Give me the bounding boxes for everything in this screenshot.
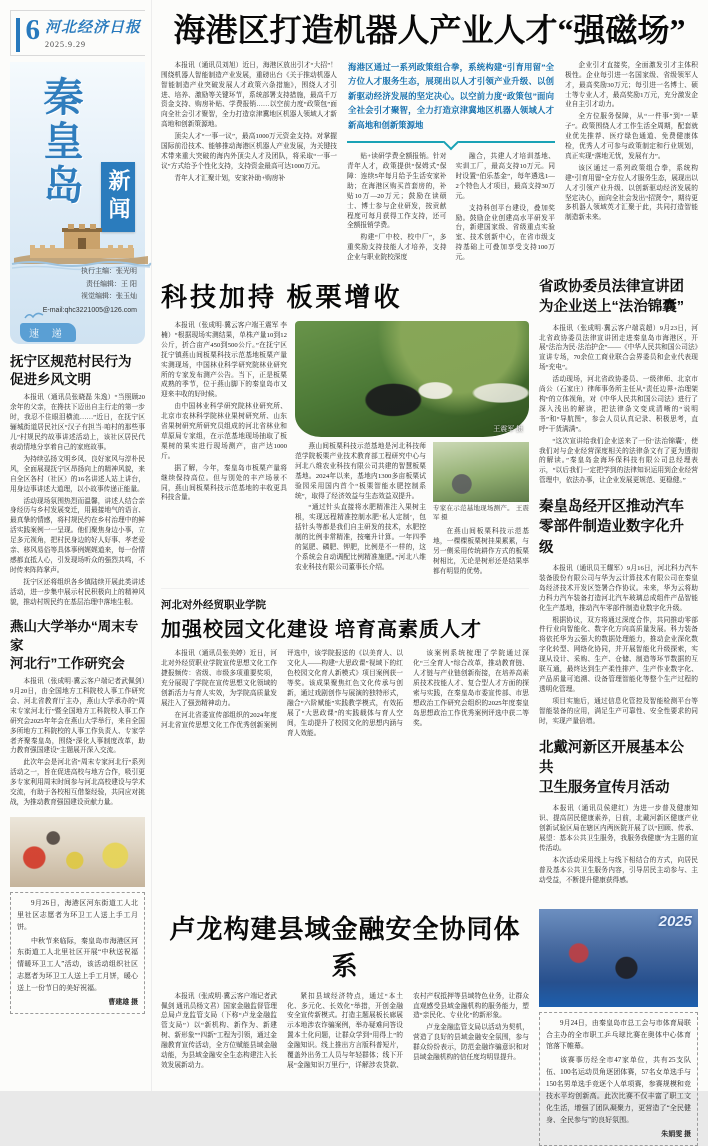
article-paragraph: 本次活动采用线上与线下相结合的方式，向居民普及基本公共卫生服务内容，引导居民主动参与、主动受益，不断提升健康获得感。 (539, 856, 698, 884)
article-paragraph: 贴+读研学费全额报销。针对青年人才，政策提供“保姆式”保障：连续5年每月给予生活安家补助；在海港区购买首套房的，补贴10万—20万元；鼓励在读硕士、博士参与企业研发，按贡献程度可每月获得工作支持，还可全额报销学费。 (347, 153, 447, 230)
photo-caption: 专家在示范基地现场测产。 王震军 摄 (433, 505, 529, 522)
article-paragraph: 本报讯（通讯员侯建红）为进一步普及健康知识、提高居民健康素养，日前，北戴河新区健康产业创新试验区局在辖区内两医院开展了以“回顾、传承、展望：基本公共卫生服务，我服务我健康”为主题的宣传活动。 (539, 805, 698, 853)
article-paragraph: 企业引才直接奖，全面激发引才主体积极性。企业每引进一名国家级、省级领军人才，最高奖励30万元；每引进一名博士、硕士等专业人才，最高奖励1万元，充分激发企业自主引才动力。 (565, 61, 698, 109)
page-number: 6 (25, 14, 40, 46)
region-title: 秦皇岛 (38, 76, 83, 208)
paper-name: 河北经济日报 (44, 20, 141, 36)
article-beidaihe (539, 738, 698, 886)
article-paragraph: 本报讯（张成明·冀云客户端记者武佩剑）9月20日，由全国地方工科院校人事工作研究会、河北省教育厅主办，燕山大学承办的“周末专家河北行”暨全国地方工科院校人事工作研究会2025年年会在燕山大学举行，来自全国多所地方工科院校的人事工作负责人、专家学者齐聚秦皇岛，围绕“深化人事制度改革，助力教育强国建设”主题展开深入交流。 (10, 678, 145, 755)
article-paragraph: 本报讯（通讯员张晓磊 朱逸）“当照顾20余年的父亲，在搀扶下迈出自主行走的第一步时，我忍不住眼泪横流……”近日，在抚宁区骊城街道居民社区“汉子有担当·咱村的那些事儿”村规民约故事讲述活动上，该社区居民代表动情地分享着自己的家庭故事。 (10, 394, 145, 451)
photo-credit: 王震军 摄 (493, 425, 523, 434)
article-zhengxie (539, 277, 698, 486)
issue-date: 2025.9.29 (44, 40, 86, 49)
keji-column-1 (161, 321, 287, 578)
article-paragraph: 本报讯（张成明·冀云客户端记者武佩剑 通讯员杨文君）国家金融监督管理总局卢龙监管支局（下称“卢龙金融监管支局”）以“新机构、新作为、新建树、新形象”“四新”工程为引领，通过金融教育宣传活动，全方位赋能县域金融动能，为县域金融安全生态构建注入长效发展新动力。 (161, 992, 277, 1069)
article-headline: 卢龙构建县域金融安全协同体系 (169, 914, 521, 981)
article-paragraph: 全方位服务保障，从“一件事”到“一辈子”。政策围绕人才工作生活全周期，配套就业优先推荐、医疗绿色通道、免费健康体检，优秀人才可参与政策制定和行业规划，真正实现“落地无忧，发展有力”。 (565, 113, 698, 160)
article-paragraph: 构建“厂中校、校中厂”，多重奖励支持技能人才培养，支持企业与职业院校深度 (347, 234, 447, 262)
article-headline: 秦皇岛经开区推动汽车 零部件制造业数字化升级 (539, 499, 684, 556)
article-paragraph: 支持科创平台建设，叠加奖励。鼓励企业创建高水平研发平台，新建国家级、省级重点实验室、技术创新中心，在省市级支持基础上可叠加享受支持100万元。 (455, 204, 555, 262)
left-column (0, 0, 151, 1091)
masthead-bars (16, 18, 20, 52)
article-paragraph: 由中国林业科学研究院林业研究所、北京市农林科学院林业果树研究所、山东省果树研究所研究员组成的河北省林业和草原局专家组，在示范基地现场抽取了板栗树的果实进行现场测产，亩产达1000斤。 (161, 403, 287, 460)
news-badge: 新闻 (101, 162, 135, 232)
article-paragraph: 顶尖人才“一事一议”，最高1000万元资金支持。对掌握国际前沿技术、能够推动海港区机器人产业发展，为关键技术带来重大突破的海内外顶尖人才及团队，将采取“一事一议”方式给予个性化支持，支持资金最高可达1000万元。 (161, 133, 337, 170)
keji-column-3 (433, 442, 529, 578)
article-yanshan (10, 618, 145, 809)
article-paragraph: 本报讯（通讯员张美婷）近日，河北对外经贸职业学院宣传思想文化工作捷报频传：省级、市级多项重要奖项，充分展现了学院在宣传思想文化领域的创新活力与育人实效，为学院高质量发展注入了强劲精神动力。 (161, 650, 277, 707)
article-paragraph: 卢龙金融监管支局以活动为契机，营造了良好的县域金融安全氛围，参与群众纷纷表示，防范金融诈骗意识和对县域金融机构的信任度均明显提升。 (413, 1024, 529, 1062)
article-lulong (161, 909, 529, 1146)
article-paragraph: 该案例系统梳理了学院通过深化“三全育人”综合改革，推动教育链、人才链与产业链创新衔接，在培养高素质技术技能人才、复合型人才方面的探索与实践，在秦皇岛市委宣传部、市思想政治工作研究会组织的2025年度秦皇岛思想政治工作优秀案例评选中获二等奖。 (413, 650, 529, 727)
article-paragraph: 本报讯（张成明·冀云客户端袁超）9月23日，河北省政协委员法律宣讲团走进秦皇岛市海港区，开展“法治为民·法治护企”——《中华人民共和国公司法》宣讲专场，70余位工商业联合会界委员和企业代表现场“充电”。 (539, 324, 698, 372)
article-paragraph: 在河北省委宣传部组织的2024年度河北省宣传思想文化工作优秀创新案例评选中，该学院报送的《以美育人、以文化人——构建“大思政课”视域下的红色校园文化育人新模式》项目案例获一等奖。该成果聚焦红色文化传承与创新，通过戏剧创作与展演的独特形式，融合“六阶赋能”实践教学模式，有效拓展了“大思政课”的实践载体与育人空间，生动提升了校园文化的思想内涵与育人效能。 (161, 650, 403, 737)
keji-right-region (295, 321, 529, 578)
editor-credits (81, 266, 137, 304)
article-paragraph: 紧扣县域经济特点，通过“本土化、多元化、长效化”举措，开创金融安全宣传新模式。打造主题展板长廊展示本地涉农诈骗案例，举办疑难问答设置本土化问题，让群众学到“用得上”的金融知识。线上推出方言版科普短片，覆盖外出务工人员与年轻群体；线下开展“金融知识万里行”，详解涉农贷款、农村产权抵押等县域特色业务，让群众直观感受县域金融机构的服务能力，塑造“亲民化、专业化”的新形象。 (287, 992, 529, 1069)
editor-line: 视觉编辑：张玉灿 (81, 293, 137, 301)
article-paragraph: 在燕山间板栗科技示范基地，一棵棵板栗树挂果累累，与另一侧采用传统耕作方式的板栗树相比，无论是树形还是结果率都有明显的优势。 (433, 527, 529, 575)
article-paragraph: 根据协议，双方将通过深度合作，共同推动零部件行业向智能化、数字化方向高质量发展。科力装备将依托华为云强大的数据处理能力，推动企业深化数字化转型、网络化协同，并开展智能化升级探索，实现从设计、采购、生产、仓储、制造等环节数据的互联互通，最终达到生产柔性排产、生产作业数字化、产品质量可追溯、设备管理智能化等整个生产过程的透明化管理。 (539, 616, 698, 693)
field-measuring-photo (433, 442, 529, 502)
photo-credit: 曹建雄 摄 (108, 998, 138, 1007)
main-column (151, 0, 708, 1138)
article-keji (161, 277, 529, 578)
article-paragraph: 本报讯（通讯员王耀军）9月16日，河北科力汽车装备股份有限公司与华为云计算技术有限公司在秦皇岛经济技术开发区签署合作协议。未来，华为云将助力科力汽车装备打造河北汽车玻璃总成组件产品智能化生产基地，推动汽车零部件制造业数字化升级。 (539, 565, 698, 612)
editor-line: 执行主编：张光明 (81, 268, 137, 276)
masthead (10, 10, 145, 56)
haigang-subcolumn-b (456, 152, 556, 265)
article-paragraph: 为持续弘扬文明乡风、良好家风与淳朴民风，全面展现抚宁区昂扬向上的精神风貌，来自全区各村（社区）的16名讲述人站上讲台，用身边事讲述大道理，以小故事传递正能量。 (10, 455, 145, 493)
haigang-column-3 (565, 61, 698, 265)
caption-paragraph: 9月26日，海港区河东街道工人北里社区志愿者为环卫工人送上手工月饼。 (17, 898, 138, 931)
table-tennis-photo (539, 909, 698, 1007)
article-paragraph: 据了解，今年，秦皇岛市板栗产量将继续保持高位。但与别处的丰产场景不同，燕山间板栗科技示范基地的丰收更具科技含量。 (161, 464, 287, 502)
keji-column-2 (295, 442, 426, 578)
table-tennis-caption (539, 1012, 698, 1146)
article-jingmao (161, 588, 529, 738)
article-headline: 科技加持 板栗增收 (161, 283, 403, 313)
contact-email: E-mail:qhc3221005@126.com (42, 307, 137, 314)
bird-icon (24, 310, 44, 322)
haigang-column-2 (347, 61, 555, 265)
article-funing (10, 353, 145, 609)
article-paragraph: 该区通过一系列政策组合拳，系统构建“引育用留”全方位人才服务生态，展现出以人才引领产业升级、以创新驱动经济发展的坚定决心，面向全社会发出“招贤令”，期待更多机器人领域英才汇聚于此，共同打造智能制造新未来。 (565, 164, 698, 222)
haigang-subcolumn-a (347, 152, 447, 265)
article-jingkaiqu (539, 497, 698, 726)
caption-paragraph: 该赛事历经全市47家单位，共有25支队伍、100名运动员角逐团体赛，57名女单选手与150名男单选手竞逐个人单项赛，参赛规模和竞技水平均创新高。此次比赛不仅丰富了职工文化生活，增强了团队凝聚力，更营造了“全民健身、全民参与”的良好氛围。 (546, 1056, 691, 1124)
article-paragraph: “这次宣讲给我们企业送来了一份‘法治锦囊’，使我们对与企业经营深度相关的法律条文有了更为透彻的解读。”秦皇岛金海环保科技有限公司总经理表示，“以后我们一定把学到的法律知识运用到企业经营管理中，依法办事，让企业发展更规范、更稳健。” (539, 437, 698, 485)
article-paragraph: 融合，共建人才培训基地、实训工厂，最高支持10万元。同时设置“伯乐基金”，每年遴选1—2个特色人才项目，最高支持30万元。 (455, 153, 555, 200)
article-headline: 省政协委员法律宣讲团 为企业送上“法治锦囊” (539, 279, 684, 316)
volunteers-photo (10, 817, 145, 887)
qinhuangdao-banner (10, 62, 145, 344)
article-headline: 燕山大学举办“周末专家 河北行”工作研究会 (10, 619, 139, 671)
article-paragraph: 项目实施后，通过信息化管控及智能检测平台等智能装备的应用，满足生产可靠性、安全性要求的同时，实现产量倍增。 (539, 697, 698, 725)
right-rail (539, 277, 698, 897)
article-paragraph: 此次年会是河北省“周末专家河北行”系列活动之一，旨在促进高校与地方合作，吸引更多专家利用周末时间参与河北高校建设与学术交流，有助于各校相互借鉴经验，共同应对挑战，为推动教育强国建设贡献力量。 (10, 759, 145, 806)
highlight-summary: 海港区通过一系列政策组合拳，系统构建“引育用留”全方位人才服务生态，展现出以人才引领产业升级、以创新驱动经济发展的坚定决心。以空前力度“政策包”面向全社会引才聚智，全力打造京津冀地区机器人领域人才新高地和创新策源地 (347, 61, 555, 143)
caption-paragraph: 9月24日，由秦皇岛市总工会与市体育局联合主办的全市职工乒乓球比赛在奥体中心体育馆落下帷幕。 (546, 1018, 691, 1051)
caption-paragraph: 中秋节来临际，秦皇岛市海港区河东街道工人北里社区开展“中秋送祝福 情暖环卫工人”活动，该活动组织社区志愿者为环卫工人送上手工月饼，暖心送上一份节日的美好祝福。 (17, 936, 138, 993)
article-paragraph: 抚宁区还将组织各乡镇陆续开展此类讲述活动，进一步集中展示村民积极向上的精神风貌，推动村规民约在基层治理中落地生根。 (10, 578, 145, 606)
article-headline: 北戴河新区开展基本公共 卫生服务宣传月活动 (539, 739, 684, 797)
article-paragraph: “通过针头直接将水肥精准注入果树主根，实现远程精准控制水肥‘私人定制’，包括针头等都是我们自主研发的技术，水肥控制的比例非常精准，按毫升计算。一年四季的氮肥、磷肥、钾肥，比例是不一样的，这个系统会自动调配比例精准施肥。”河北八维农业科技有限公司董事长介绍。 (295, 504, 426, 571)
table-tennis-feature (539, 909, 698, 1146)
middle-left-region (161, 277, 529, 897)
haigang-column-1 (161, 61, 337, 265)
article-haigang (161, 61, 698, 265)
article-paragraph: 本报讯（张成明·冀云客户端王震军 李楠）“根据现场实测结果，单株产量10到12公斤，折合亩产450到500公斤。”在抚宁区抚宁镇燕山间板栗科技示范基地板栗产量实测现场，中国林业科学研究院林业研究所的专家发布测产公告。当下，正是板栗成熟的季节，位于燕山脚下的秦皇岛市又迎来丰收的好时候。 (161, 322, 287, 399)
photo-year-overlay: 2025 (658, 912, 692, 930)
lead-headline: 海港区打造机器人产业人才“强磁场” (173, 12, 686, 48)
article-paragraph: 青年人才汇聚计划，安家补助+购房补 (174, 174, 286, 182)
photo-credit: 朱娟雯 摄 (661, 1129, 691, 1138)
article-headline: 抚宁区规范村民行为 促进乡风文明 (10, 354, 132, 388)
volunteers-photo-caption (10, 892, 145, 1014)
article-paragraph: 燕山间板栗科技示范基地是河北科技师范学院板栗产业技术教育部工程研究中心与河北八维农业科技有限公司共建的智慧板栗基地。2024年以来，基地内1300多亩板栗试验园采用国内首个“板栗智能水肥控制系统”，取得了经济效益与生态效益双提升。 (295, 443, 426, 500)
great-wall-illustration (12, 218, 150, 270)
article-kicker: 河北对外经贸职业学院 (161, 600, 266, 612)
article-headline: 加强校园文化建设 培育高素质人才 (161, 619, 482, 642)
editor-line: 责任编辑：王 阳 (86, 280, 137, 288)
article-paragraph: 活动现场氛围热烈而温馨，讲述人结合亲身经历与乡村发展变迁，用最接地气的语言、最真挚的情感，将村规民约在乡村治理中的鲜活实践案例一一呈现。他们聚焦身边小事，立足多元视角，把村民身边的好人好事、孝老爱亲、移风易俗等具体事例娓娓道来，每一份情感都直抵人心，引发现场听众的强烈共鸣，不时传来阵阵掌声。 (10, 497, 145, 574)
express-tag: 速 递 (20, 323, 76, 342)
article-paragraph: 活动现场，河北省政协委员、一级律师、北京市尚公（石家庄）律师事务所主任从“责任边界+治理架构”的立体视角，对《中华人民共和国公司法》进行了深入浅出的解读，把法律条文变成清晰的“说明书”和“导航图”，参会人员认真记录、积极思考，直呼“干货满满”。 (539, 376, 698, 433)
chestnut-orchard-photo (295, 321, 529, 437)
article-paragraph: 本报讯（通讯员刘旭）近日，海港区放出引才“大招”！围绕机器人智能制造产业发展，重磅出台《关于推动机器人智能制造产业突破发展人才政策六条措施》，围绕人才引进、培养、激励等关键环节，系统部署支持措施，最高千万资金支持、购房补贴、学费报销……以空前力度“政策包”面向全社会引才聚智，全力打造京津冀地区机器人领域人才新高地和创新策源地。 (161, 61, 337, 129)
